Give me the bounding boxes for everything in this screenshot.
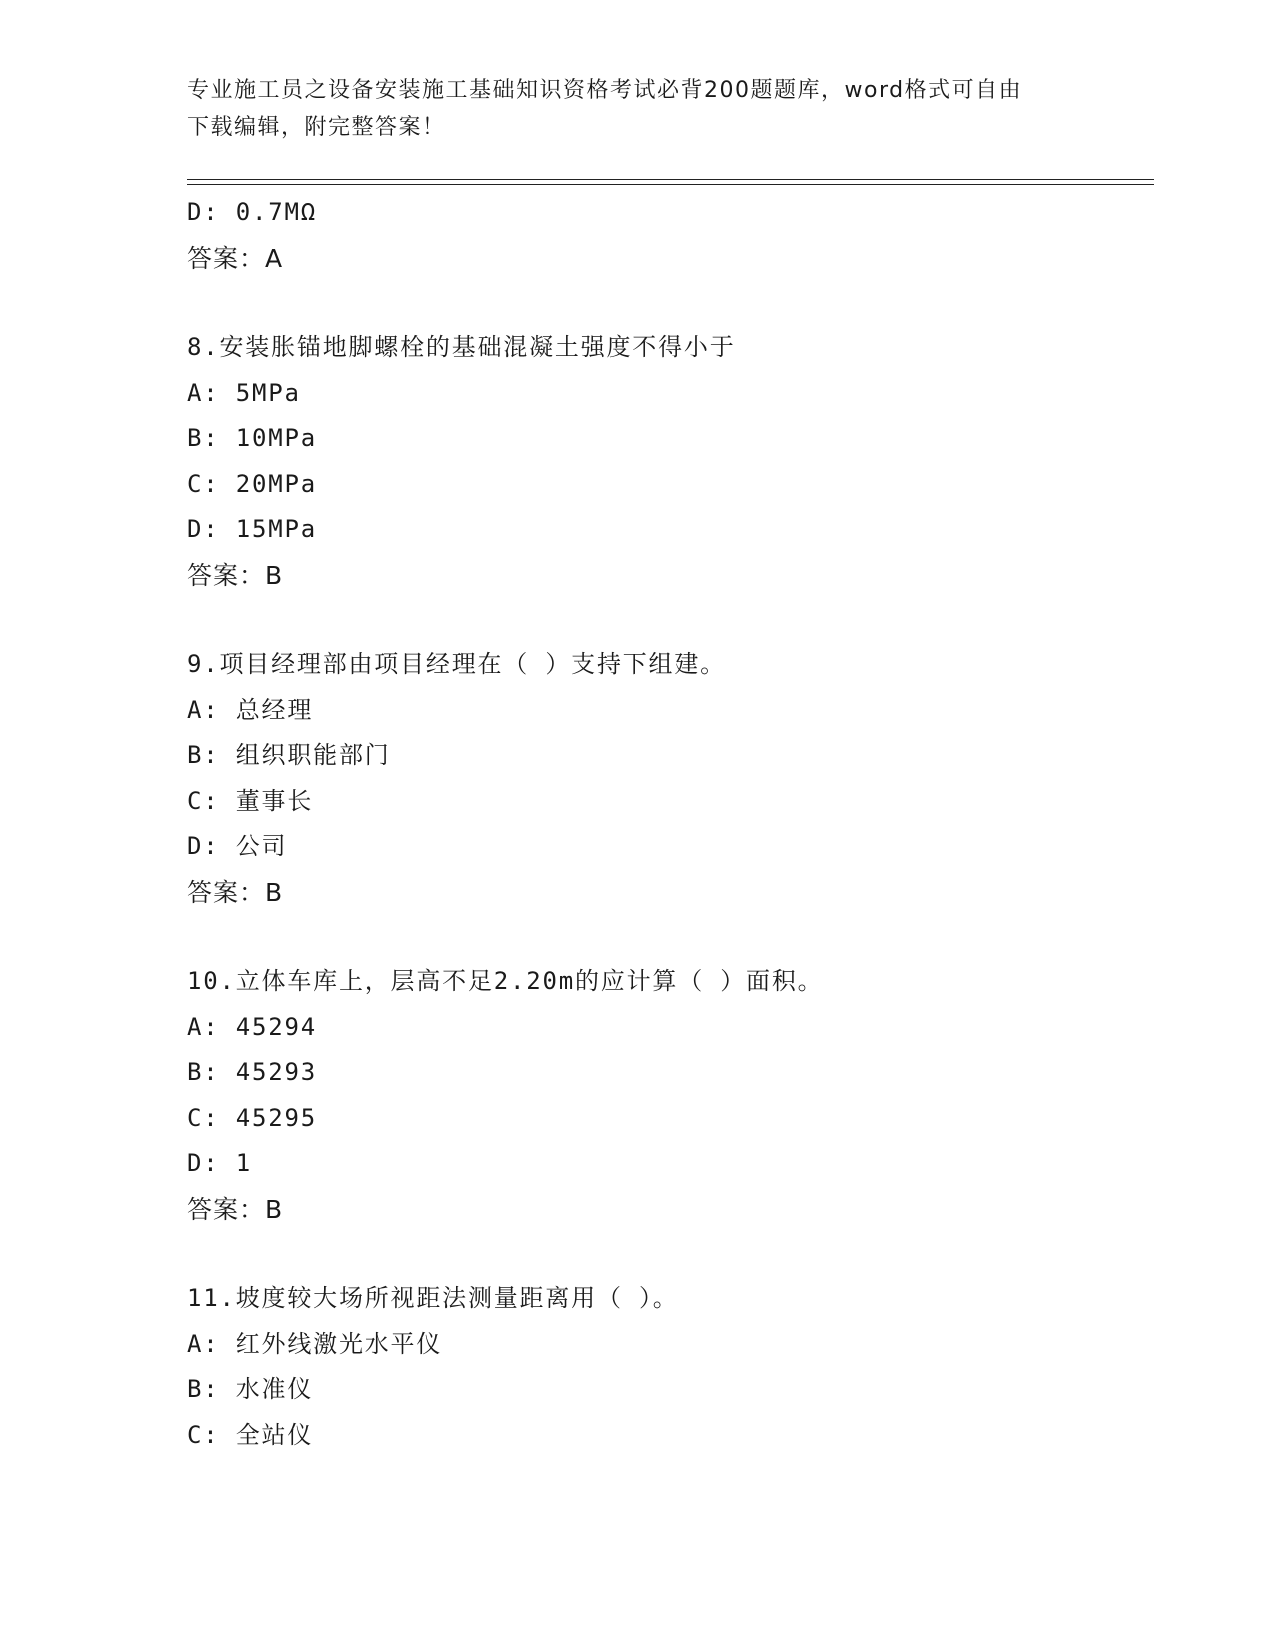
spacer [187, 281, 1147, 325]
option-b: B: 10MPa [187, 424, 317, 452]
option-d: D: 1 [187, 1149, 252, 1177]
question-9 [187, 642, 1147, 915]
spacer [187, 1232, 1147, 1276]
option-a: A: 总经理 [187, 695, 314, 724]
question-answer: 答案：B [187, 560, 284, 590]
spacer [187, 915, 1147, 959]
document-header [187, 72, 1067, 146]
header-rule-top [187, 179, 1154, 180]
header-rule-bottom [187, 184, 1154, 185]
prev-question-answer: 答案：A [187, 243, 284, 273]
header-title-line-2: 下载编辑，附完整答案！ [187, 115, 446, 140]
question-stem: 8.安装胀锚地脚螺栓的基础混凝土强度不得小于 [187, 333, 736, 361]
question-list [187, 190, 1147, 1458]
option-a: A: 红外线激光水平仪 [187, 1329, 443, 1358]
option-b: B: 水准仪 [187, 1375, 314, 1403]
option-b: B: 组织职能部门 [187, 741, 391, 769]
option-b: B: 45293 [187, 1058, 317, 1086]
question-stem: 9.项目经理部由项目经理在（ ）支持下组建。 [187, 650, 726, 678]
option-c: C: 20MPa [187, 469, 317, 498]
question-stem: 10.立体车库上，层高不足2.20m的应计算（ ）面积。 [187, 967, 824, 995]
header-title-line-1: 专业施工员之设备安装施工基础知识资格考试必背200题题库，word格式可自由 [187, 78, 1023, 103]
option-c: C: 全站仪 [187, 1420, 314, 1449]
option-d: D: 公司 [187, 832, 288, 860]
option-c: C: 董事长 [187, 786, 314, 815]
spacer [187, 598, 1147, 642]
question-11 [187, 1276, 1147, 1458]
option-d: D: 15MPa [187, 515, 317, 543]
option-a: A: 45294 [187, 1012, 317, 1041]
question-answer: 答案：B [187, 877, 284, 907]
option-c: C: 45295 [187, 1103, 317, 1132]
question-8 [187, 325, 1147, 598]
prev-question-option-d: D: 0.7MΩ [187, 198, 317, 226]
option-a: A: 5MPa [187, 378, 301, 407]
question-stem: 11.坡度较大场所视距法测量距离用（ ）。 [187, 1284, 679, 1312]
question-10 [187, 959, 1147, 1232]
question-answer: 答案：B [187, 1194, 284, 1224]
